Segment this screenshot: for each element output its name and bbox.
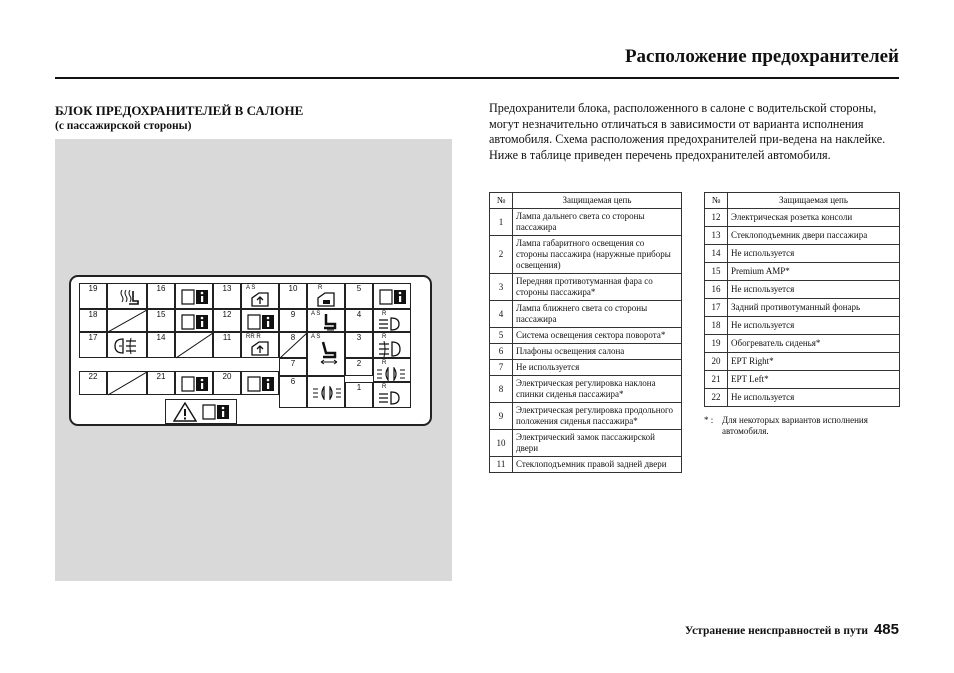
fuse-13 bbox=[213, 283, 241, 309]
fuse-14 bbox=[147, 332, 175, 358]
fuse-number: 16 bbox=[156, 284, 166, 293]
footer-section-title: Устранение неисправностей в пути bbox=[684, 625, 868, 637]
table-row bbox=[705, 299, 900, 317]
fuse-number: 17 bbox=[88, 333, 98, 342]
table-row bbox=[705, 281, 900, 299]
fuse-20 bbox=[213, 371, 241, 395]
fuse-table-right bbox=[704, 192, 900, 407]
table-row bbox=[705, 245, 900, 263]
fuse-number-cell: 10 bbox=[490, 430, 513, 457]
fuse-number: 2 bbox=[356, 359, 362, 368]
fuse-4-icon-cell bbox=[373, 309, 411, 332]
table-row bbox=[490, 236, 682, 274]
table-row bbox=[705, 335, 900, 353]
title-rule bbox=[55, 77, 899, 79]
circuit-cell: Premium AMP* bbox=[728, 263, 900, 281]
fuse-16-icon-cell bbox=[175, 283, 213, 309]
fuse-number: 9 bbox=[290, 310, 296, 319]
parking-light-icon bbox=[312, 386, 342, 400]
fuse-19 bbox=[79, 283, 107, 309]
door-lock-icon bbox=[316, 292, 336, 308]
fuse-number: 12 bbox=[222, 310, 232, 319]
icon-caption: R bbox=[382, 311, 387, 317]
fuse-number-cell: 3 bbox=[490, 274, 513, 301]
rear-fog-icon bbox=[112, 337, 138, 355]
fuse-number-cell: 2 bbox=[490, 236, 513, 274]
table-row bbox=[490, 403, 682, 430]
fuse-number: 20 bbox=[222, 372, 232, 381]
fuse-5-icon-cell bbox=[373, 283, 411, 309]
table-row bbox=[490, 360, 682, 376]
circuit-cell: Не используется bbox=[728, 245, 900, 263]
fuse-number: 18 bbox=[88, 310, 98, 319]
headlight-icon bbox=[377, 317, 401, 331]
fog-light-icon bbox=[377, 341, 403, 357]
icon-caption: A S bbox=[246, 285, 256, 291]
fuse-11 bbox=[213, 332, 241, 358]
fuse-number: 11 bbox=[222, 333, 232, 342]
fuse-9 bbox=[279, 309, 307, 332]
fuse-number-cell: 20 bbox=[705, 353, 728, 371]
table-header-row bbox=[705, 193, 900, 209]
power-window-icon bbox=[250, 341, 270, 357]
fuse-1-icon-cell bbox=[373, 382, 411, 408]
fuse-6-icon-cell bbox=[307, 376, 345, 408]
circuit-cell: Не используется bbox=[728, 317, 900, 335]
fuse-16 bbox=[147, 283, 175, 309]
unused-slash-icon bbox=[108, 310, 148, 333]
fuse-number-cell: 7 bbox=[490, 360, 513, 376]
page-title: Расположение предохранителей bbox=[624, 46, 899, 67]
icon-caption: A S bbox=[311, 311, 321, 317]
fuse-1 bbox=[345, 382, 373, 408]
fuse-number: 21 bbox=[156, 372, 166, 381]
fuse-22 bbox=[79, 371, 107, 395]
fuse-number: 13 bbox=[222, 284, 232, 293]
fuse-21-icon-cell bbox=[175, 371, 213, 395]
unused-slash-icon bbox=[176, 333, 214, 359]
circuit-cell: Лампа ближнего света со стороны пассажира bbox=[513, 301, 682, 328]
fuse-number: 1 bbox=[356, 383, 362, 392]
column-header-circuit: Защищаемая цепь bbox=[728, 193, 900, 209]
table-row bbox=[705, 389, 900, 407]
circuit-cell: Стеклоподъемник двери пассажира bbox=[728, 227, 900, 245]
fuse-number-cell: 16 bbox=[705, 281, 728, 299]
fuse-number: 7 bbox=[290, 359, 296, 368]
fuse-number-cell: 22 bbox=[705, 389, 728, 407]
fuse-number: 5 bbox=[356, 284, 362, 293]
circuit-cell: Система освещения сектора поворота* bbox=[513, 328, 682, 344]
manual-info-icon bbox=[247, 313, 275, 331]
circuit-cell: Не используется bbox=[728, 389, 900, 407]
fuse-number: 15 bbox=[156, 310, 166, 319]
icon-caption: A S bbox=[311, 334, 321, 340]
fuse-14-empty bbox=[175, 332, 213, 358]
page-number: 485 bbox=[873, 621, 899, 638]
fuse-15 bbox=[147, 309, 175, 332]
unused-slash-icon bbox=[108, 372, 148, 396]
fuse-17-icon-cell bbox=[107, 332, 147, 358]
fuse-number-cell: 18 bbox=[705, 317, 728, 335]
footnote-text: Для некоторых вариантов исполнения автомобиля. bbox=[722, 415, 868, 436]
section-subtitle: (с пассажирской стороны) bbox=[55, 120, 192, 132]
fuse-5 bbox=[345, 283, 373, 309]
fuse-number-cell: 11 bbox=[490, 457, 513, 473]
fuse-10-icon-cell bbox=[307, 283, 345, 309]
circuit-cell: Стеклоподъемник правой задней двери bbox=[513, 457, 682, 473]
circuit-cell: Задний противотуманный фонарь bbox=[728, 299, 900, 317]
table-row bbox=[705, 209, 900, 227]
manual-info-icon bbox=[379, 288, 407, 306]
fuse-8-icon-cell bbox=[307, 332, 345, 376]
fuse-3-icon-cell bbox=[373, 332, 411, 358]
fuse-number-cell: 21 bbox=[705, 371, 728, 389]
fuse-number-cell: 19 bbox=[705, 335, 728, 353]
icon-caption: R bbox=[382, 334, 387, 340]
intro-paragraph: Предохранители блока, расположенного в салоне с водительской стороны, могут незначительно отличаться в зависимости от варианта исполнения автомобиля. Схема расположения предохранителей при-ведена на наклейке. Ниже в таблице приведен перечень предохранителей автомобиля. bbox=[489, 101, 886, 162]
fuse-18 bbox=[79, 309, 107, 332]
circuit-cell: Лампа габаритного освещения со стороны пассажира (наружные приборы освещения) bbox=[513, 236, 682, 274]
column-header-number: № bbox=[490, 193, 513, 209]
fuse-number-cell: 5 bbox=[490, 328, 513, 344]
circuit-cell: Электрическая регулировка наклона спинки сиденья пассажира* bbox=[513, 376, 682, 403]
fuse-18-empty bbox=[107, 309, 147, 332]
fuse-10 bbox=[279, 283, 307, 309]
fuse-number: 19 bbox=[88, 284, 98, 293]
fuse-3 bbox=[345, 332, 373, 358]
fuse-number-cell: 1 bbox=[490, 209, 513, 236]
manual-info-icon bbox=[202, 403, 230, 421]
fuse-2 bbox=[345, 358, 373, 376]
fuse-number: 6 bbox=[290, 377, 296, 386]
table-row bbox=[490, 328, 682, 344]
fuse-7 bbox=[279, 358, 307, 376]
circuit-cell: Электрическая регулировка продольного положения сиденья пассажира* bbox=[513, 403, 682, 430]
fuse-19-icon-cell bbox=[107, 283, 147, 309]
circuit-cell: Лампа дальнего света со стороны пассажира bbox=[513, 209, 682, 236]
fuse-12-icon-cell bbox=[241, 309, 279, 332]
warning-manual-label bbox=[165, 399, 237, 424]
fuse-number: 4 bbox=[356, 310, 362, 319]
circuit-cell: Передняя противотуманная фара со стороны пассажира* bbox=[513, 274, 682, 301]
icon-caption: R bbox=[382, 384, 387, 390]
unused-slash-icon bbox=[280, 333, 308, 359]
power-window-icon bbox=[250, 292, 270, 308]
fuse-6 bbox=[279, 376, 307, 408]
fuse-9-icon-cell bbox=[307, 309, 345, 332]
seat-recline-icon bbox=[318, 341, 340, 367]
table-row bbox=[705, 263, 900, 281]
table-row bbox=[490, 430, 682, 457]
circuit-cell: Электрический замок пассажирской двери bbox=[513, 430, 682, 457]
circuit-cell: Электрическая розетка консоли bbox=[728, 209, 900, 227]
fuse-number-cell: 8 bbox=[490, 376, 513, 403]
table-row bbox=[705, 371, 900, 389]
warning-triangle-icon bbox=[173, 402, 197, 422]
fuse-15-icon-cell bbox=[175, 309, 213, 332]
fuse-22-empty bbox=[107, 371, 147, 395]
table-row bbox=[705, 317, 900, 335]
table-row bbox=[705, 227, 900, 245]
section-title: БЛОК ПРЕДОХРАНИТЕЛЕЙ В САЛОНЕ bbox=[55, 103, 304, 118]
fuse-21 bbox=[147, 371, 175, 395]
fuse-2-icon-cell bbox=[373, 358, 411, 382]
fuse-8 bbox=[279, 332, 307, 358]
fuse-number: 10 bbox=[288, 284, 298, 293]
parking-light-icon bbox=[376, 367, 406, 381]
manual-info-icon bbox=[181, 375, 209, 393]
power-seat-icon bbox=[322, 313, 340, 331]
icon-caption: R bbox=[382, 360, 387, 366]
fuse-box bbox=[69, 275, 432, 426]
table-row bbox=[490, 301, 682, 328]
fuse-12 bbox=[213, 309, 241, 332]
fuse-number: 3 bbox=[356, 333, 362, 342]
fuse-table-left bbox=[489, 192, 682, 473]
circuit-cell: Не используется bbox=[513, 360, 682, 376]
fuse-number-cell: 17 bbox=[705, 299, 728, 317]
fuse-number-cell: 6 bbox=[490, 344, 513, 360]
fuse-4 bbox=[345, 309, 373, 332]
fuse-number-cell: 13 bbox=[705, 227, 728, 245]
table-header-row bbox=[490, 193, 682, 209]
seat-heater-icon bbox=[116, 287, 140, 307]
table-row bbox=[490, 457, 682, 473]
column-header-circuit: Защищаемая цепь bbox=[513, 193, 682, 209]
table-row bbox=[490, 376, 682, 403]
circuit-cell: EPT Left* bbox=[728, 371, 900, 389]
headlight-icon bbox=[377, 391, 401, 405]
circuit-cell: Плафоны освещения салона bbox=[513, 344, 682, 360]
icon-caption: R bbox=[318, 285, 323, 291]
fuse-number: 8 bbox=[290, 333, 296, 342]
column-header-number: № bbox=[705, 193, 728, 209]
fuse-number-cell: 15 bbox=[705, 263, 728, 281]
circuit-cell: EPT Right* bbox=[728, 353, 900, 371]
fuse-number-cell: 4 bbox=[490, 301, 513, 328]
fuse-number: 22 bbox=[88, 372, 98, 381]
fuse-11-icon-cell bbox=[241, 332, 279, 358]
manual-info-icon bbox=[181, 288, 209, 306]
fuse-number-cell: 12 bbox=[705, 209, 728, 227]
fuse-number-cell: 9 bbox=[490, 403, 513, 430]
table-row bbox=[490, 274, 682, 301]
fuse-number-cell: 14 bbox=[705, 245, 728, 263]
table-row bbox=[705, 353, 900, 371]
table-row bbox=[490, 209, 682, 236]
fuse-20-icon-cell bbox=[241, 371, 279, 395]
table-row bbox=[490, 344, 682, 360]
footnote-mark: * : bbox=[704, 415, 714, 425]
manual-info-icon bbox=[181, 313, 209, 331]
fuse-number: 14 bbox=[156, 333, 166, 342]
icon-caption: RR R bbox=[246, 334, 261, 340]
fuse-17 bbox=[79, 332, 107, 358]
circuit-cell: Не используется bbox=[728, 281, 900, 299]
manual-info-icon bbox=[247, 375, 275, 393]
fuse-13-icon-cell bbox=[241, 283, 279, 309]
circuit-cell: Обогреватель сиденья* bbox=[728, 335, 900, 353]
